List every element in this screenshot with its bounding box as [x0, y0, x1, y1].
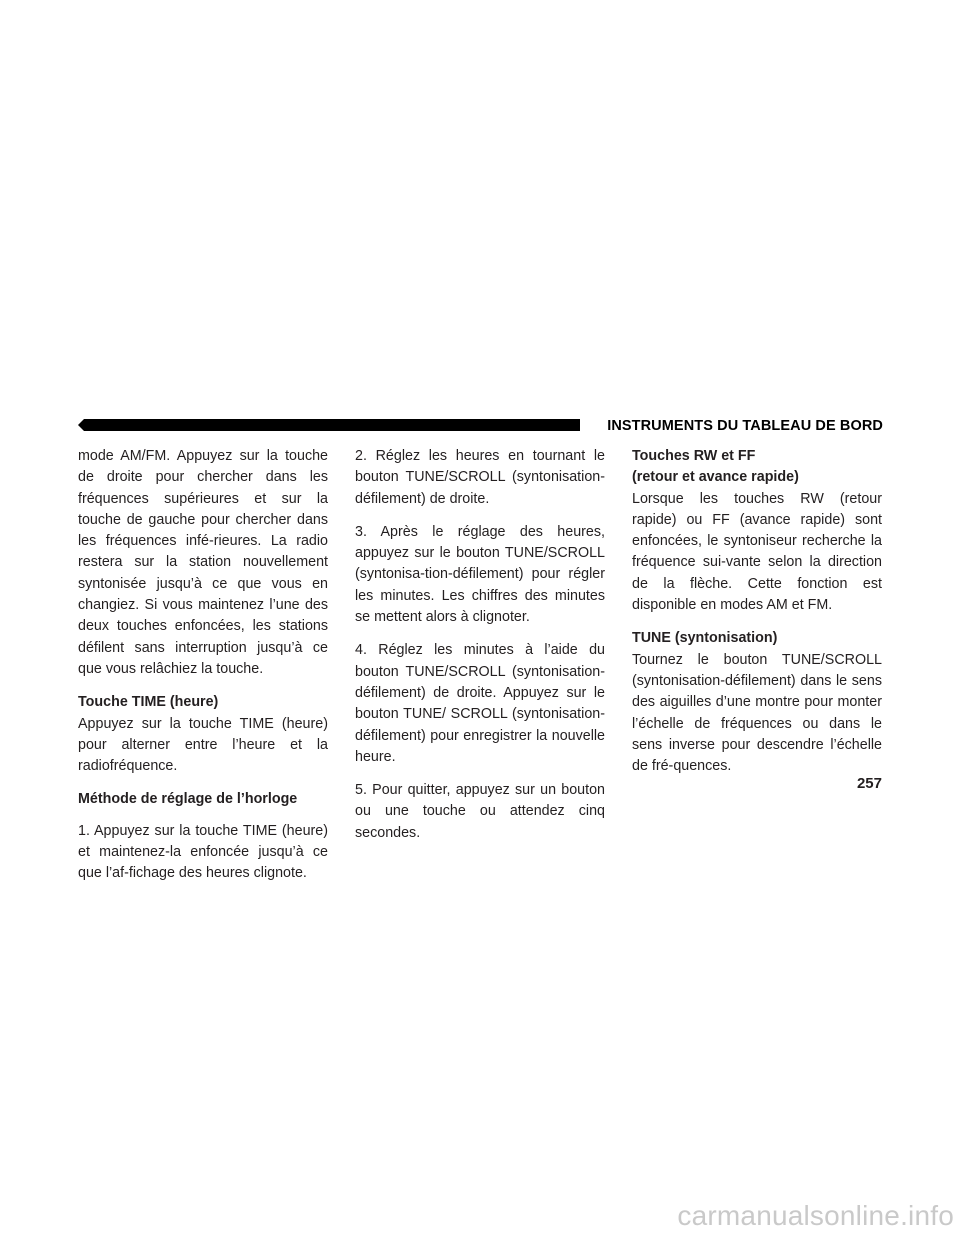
paragraph: 5. Pour quitter, appuyez sur un bouton ou une touche ou attendez cinq secondes.	[355, 782, 605, 841]
watermark: carmanualsonline.info	[677, 1200, 954, 1231]
text-column-2	[355, 446, 605, 856]
paragraph: Tournez le bouton TUNE/SCROLL (syntonisation-défilement) dans le sens des aiguilles d’une montre pour monter l’échelle de fréquences ou dans le sens inverse pour descendre l’échelle de fré-quences.	[632, 651, 882, 775]
page-number: 257	[856, 775, 882, 792]
text-column-1	[78, 446, 328, 897]
paragraph: 4. Réglez les minutes à l’aide du bouton TUNE/SCROLL (syntonisation-défilement) de droite. Appuyez sur le bouton TUNE/ SCROLL (syntonisation-défilement) pour enregistrer la nouvelle heure.	[355, 642, 605, 765]
section-title: INSTRUMENTS DU TABLEAU DE BORD	[607, 418, 883, 434]
paragraph: 2. Réglez les heures en tournant le bouton TUNE/SCROLL (syntonisation-défilement) de droite.	[355, 448, 605, 507]
paragraph: Lorsque les touches RW (retour rapide) ou FF (avance rapide) sont enfoncées, le syntoniseur recherche la fréquence sui-vante selon la direction de la flèche. Cette fonction est disponible en modes AM et FM.	[632, 490, 882, 614]
paragraph: mode AM/FM. Appuyez sur la touche de droite pour chercher dans les fréquences supérieures et sur la touche de gauche pour chercher dans les fréquences infé-rieures. La radio restera sur la station nouvellement syntonisée jusqu’à ce que vous en changiez. Si vous maintenez l’une des deux touches enfoncées, les stations défilent sans interruption jusqu’à ce que vous relâchiez la touche.	[78, 448, 328, 677]
paragraph: Appuyez sur la touche TIME (heure) pour alterner entre l’heure et la radiofréquence.	[78, 715, 328, 775]
section-heading: Touche TIME (heure)	[78, 694, 219, 711]
section-heading: TUNE (syntonisation)	[632, 630, 778, 647]
section-header-bar	[78, 419, 580, 431]
section-heading: Touches RW et FF	[632, 448, 756, 464]
paragraph: 1. Appuyez sur la touche TIME (heure) et maintenez-la enfoncée jusqu’à ce que l’af-fichage des heures clignote.	[78, 822, 328, 882]
text-column-3	[632, 446, 882, 789]
paragraph: 3. Après le réglage des heures, appuyez sur le bouton TUNE/SCROLL (syntonisa-tion-défilement) pour régler les minutes. Les chiffres des minutes se mettent alors à clignoter.	[355, 523, 605, 626]
section-heading: Méthode de réglage de l’horloge	[78, 791, 298, 808]
section-heading-sub: (retour et avance rapide)	[632, 469, 799, 486]
